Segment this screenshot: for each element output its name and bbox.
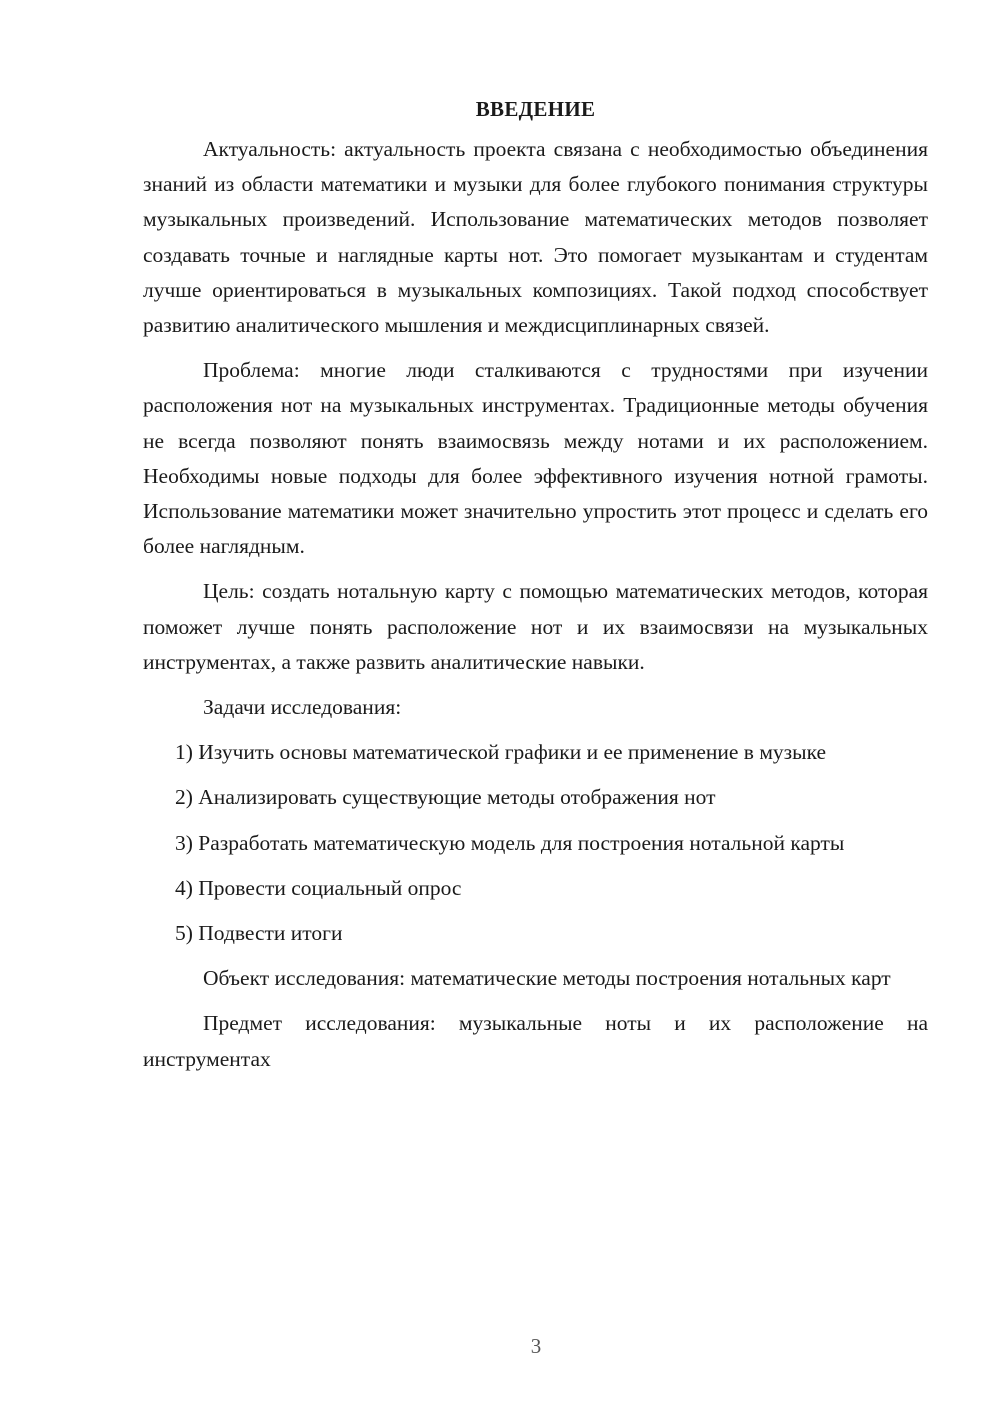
page-number: 3 [530,1334,542,1358]
task-item-2: 2) Анализировать существующие методы отображения нот [175,785,716,810]
tasks-heading: Задачи исследования: [203,695,402,720]
paragraph-goal: Цель: создать нотальную карту с помощью математических методов, которая поможет лучше понять расположение нот и их взаимосвязи на музыкальных инструментах, а также развить аналитические навыки. [143,579,928,674]
paragraph-relevance: Актуальность: актуальность проекта связана с необходимостью объединения знаний из области математики и музыки для более глубокого понимания структуры музыкальных произведений. Использование математических методов позволяет создавать точные и наглядные карты нот. Это помогает музыкантам и студентам лучше ориентироваться в музыкальных композициях. Такой подход способствует развитию аналитического мышления и междисциплинарных связей. [143,137,928,338]
task-item-5: 5) Подвести итоги [175,921,343,946]
document-page [143,92,928,1087]
paragraph-problem: Проблема: многие люди сталкиваются с трудностями при изучении расположения нот на музыкальных инструментах. Традиционные методы обучения не всегда позволяют понять взаимосвязь между нотами и их расположением. Необходимы новые подходы для более эффективного изучения нотной грамоты. Использование математики может значительно упростить этот процесс и сделать его более наглядным. [143,358,928,559]
section-title: ВВЕДЕНИЕ [475,97,596,121]
paragraph-subject: Предмет исследования: музыкальные ноты и их расположение на инструментах [143,1011,928,1071]
paragraph-object: Объект исследования: математические методы построения нотальных карт [203,966,891,991]
task-item-4: 4) Провести социальный опрос [175,875,462,900]
task-item-3: 3) Разработать математическую модель для построения нотальной карты [175,830,845,855]
task-item-1: 1) Изучить основы математической графики и ее применение в музыке [175,740,827,765]
